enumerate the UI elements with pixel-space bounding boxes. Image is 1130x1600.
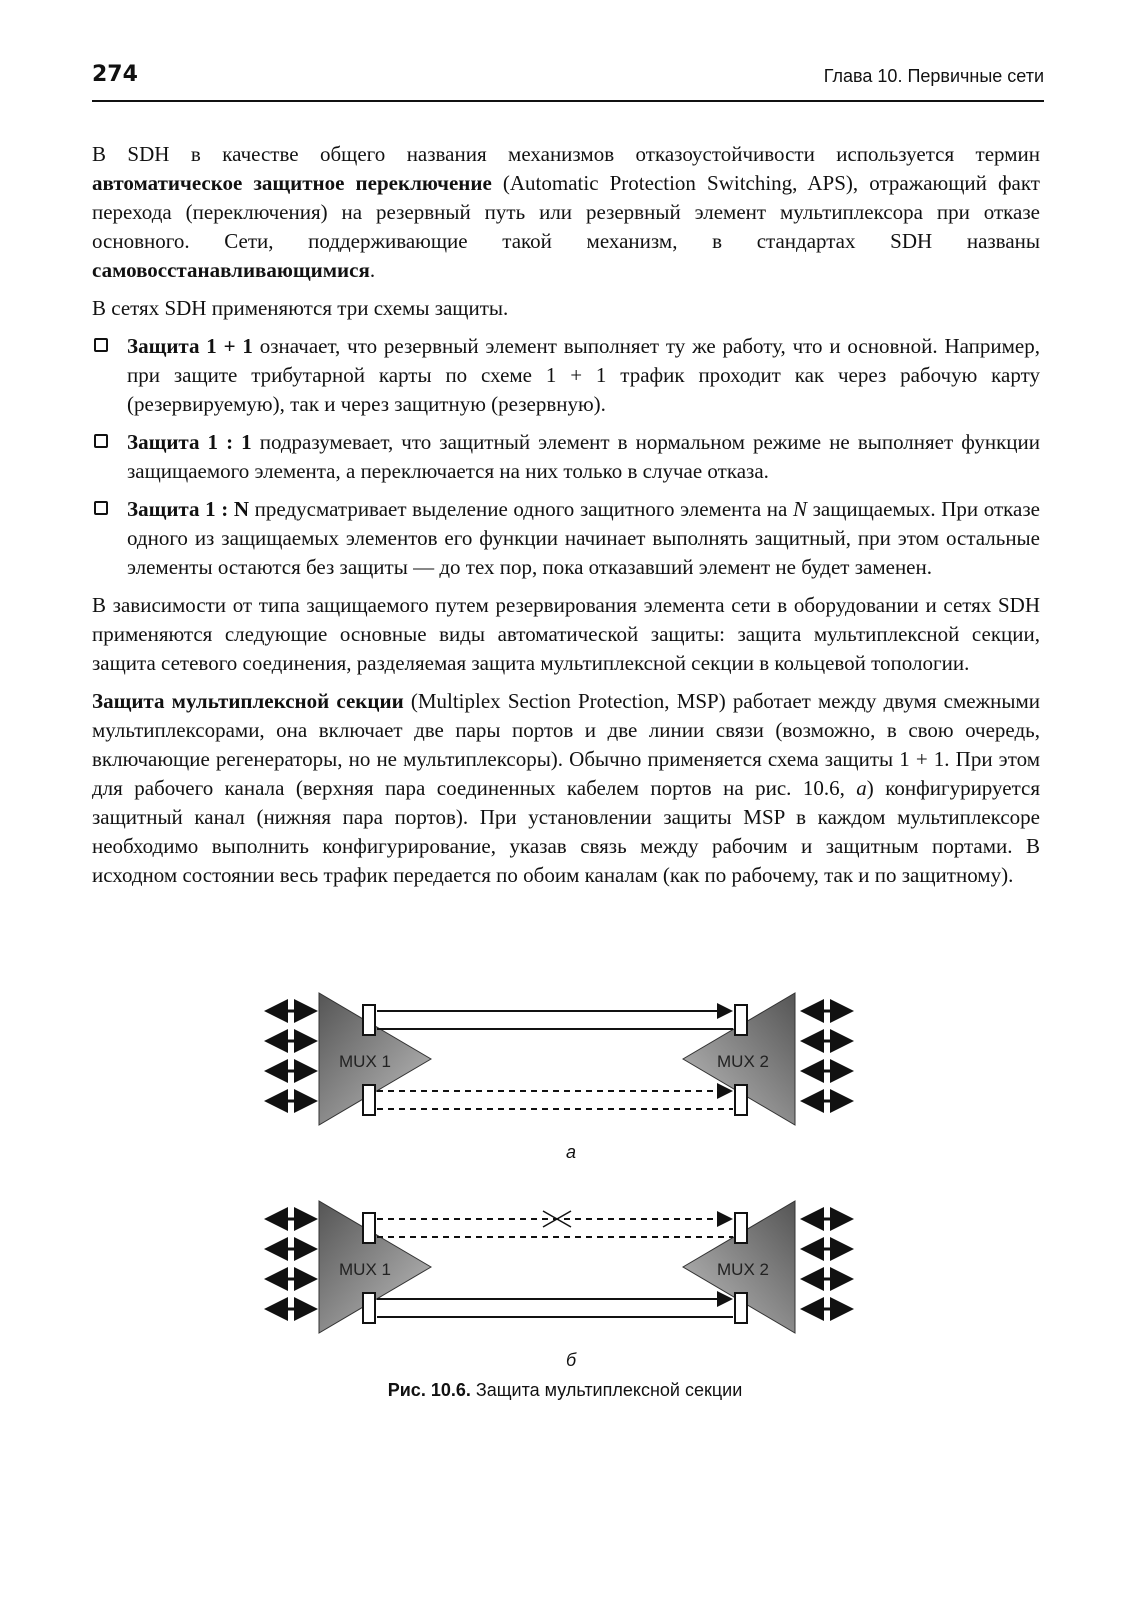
paragraph-types: В зависимости от типа защищаемого путем резервирования элемента сети в оборудовании и сетях SDH применяются следующие основные виды автоматической защиты: защита мультиплексной секции, защита сетевого соединения, разделяемая защита мультиплексной секции в кольцевой топологии. [92, 593, 1040, 675]
term-1-plus-1: Защита 1 + 1 [127, 334, 253, 358]
running-head: Глава 10. Первичные сети [823, 66, 1044, 86]
paragraph-schemes: В сетях SDH применяются три схемы защиты. [92, 296, 509, 320]
checkbox-bullet-icon [94, 338, 108, 352]
checkbox-bullet-icon [94, 501, 108, 515]
port [735, 1005, 747, 1035]
term-1-to-n: Защита 1 : N [127, 497, 250, 521]
diagram-b [267, 1201, 851, 1370]
port [363, 1293, 375, 1323]
paragraph-msp [92, 687, 1040, 890]
text-span: защищаемых. При отказе одного из защищаемых элементов его функции начинает выполнять защитный, при этом остальные элементы остаются без защиты — до тех пор, пока отказавший элемент не будет заменен. [127, 497, 1040, 579]
text-span: ) конфигурируется защитный канал (нижняя пара портов). При установлении защиты MSP в каждом мультиплексоре необходимо выполнить конфигурирование, указав связь между рабочим и защитным портами. В исходном состоянии весь трафик передается по обоим каналам (как по рабочему, так и по защитному). [92, 776, 1040, 887]
text-span: . [369, 258, 376, 282]
term-msp: Защита мультиплексной секции [92, 689, 404, 713]
list-item [92, 332, 1040, 419]
text-span: означает, что резервный элемент выполняет ту же работу, что и основной. Например, при защите трибутарной карты по схеме 1 + 1 трафик проходит как через рабочую карту (резервируемую), так и через защитную (резервную). [127, 334, 1041, 416]
port [735, 1085, 747, 1115]
mux-right-label: MUX 2 [717, 1052, 769, 1071]
term-1-to-1: Защита 1 : 1 [127, 430, 252, 454]
caption-number: Рис. 10.6. [387, 1380, 471, 1400]
term-aps: автоматическое защитное переключение [92, 171, 492, 195]
figure-caption [0, 1380, 1130, 1401]
text-span: (Multiplex Section Protection, MSP) работает между двумя смежными мультиплексорами, она включает две пары портов и две линии связи (возможно, в свою очередь, включающие регенераторы, но не мультиплексоры). Обычно применяется схема защиты 1 + 1. При этом для рабочего канала (верхняя пара соединенных кабелем портов на рис. 10.6, [92, 689, 1040, 800]
diagram-sublabel: б [565, 1350, 577, 1370]
body-text [92, 140, 1040, 899]
italic-a: а [856, 776, 867, 800]
mux-left-label: MUX 1 [339, 1260, 391, 1279]
caption-text: Защита мультиплексной секции [470, 1380, 743, 1400]
term-self-healing: самовосстанавливающимися [92, 258, 370, 282]
mux-left-label: MUX 1 [339, 1052, 391, 1071]
port [363, 1213, 375, 1243]
page-number: 274 [92, 62, 138, 87]
diagram-sublabel: а [565, 1142, 577, 1162]
figure-msp-diagram [255, 985, 875, 1395]
port [363, 1005, 375, 1035]
list-item [92, 428, 1040, 486]
page-header [92, 60, 1044, 102]
port [735, 1293, 747, 1323]
italic-n: N [792, 497, 807, 521]
diagram-a [267, 993, 851, 1162]
list-item [92, 495, 1040, 582]
text-span: подразумевает, что защитный элемент в нормальном режиме не выполняет функции защищаемого элемента, а переключается на них только в случае отказа. [127, 430, 1040, 483]
port [363, 1085, 375, 1115]
text-span: предусматривает выделение одного защитного элемента на [249, 497, 793, 521]
port [735, 1213, 747, 1243]
mux-right-label: MUX 2 [717, 1260, 769, 1279]
checkbox-bullet-icon [94, 434, 108, 448]
paragraph-aps [92, 140, 1040, 285]
text-span: (Automatic Protection Switching, APS), отражающий факт перехода (переключения) на резервный путь или резервный элемент мультиплексора при отказе основного. Сети, поддерживающие такой механизм, в стандартах SDH названы [92, 171, 1040, 253]
text-span: В SDH в качестве общего названия механизмов отказоустойчивости используется термин [92, 142, 1040, 166]
